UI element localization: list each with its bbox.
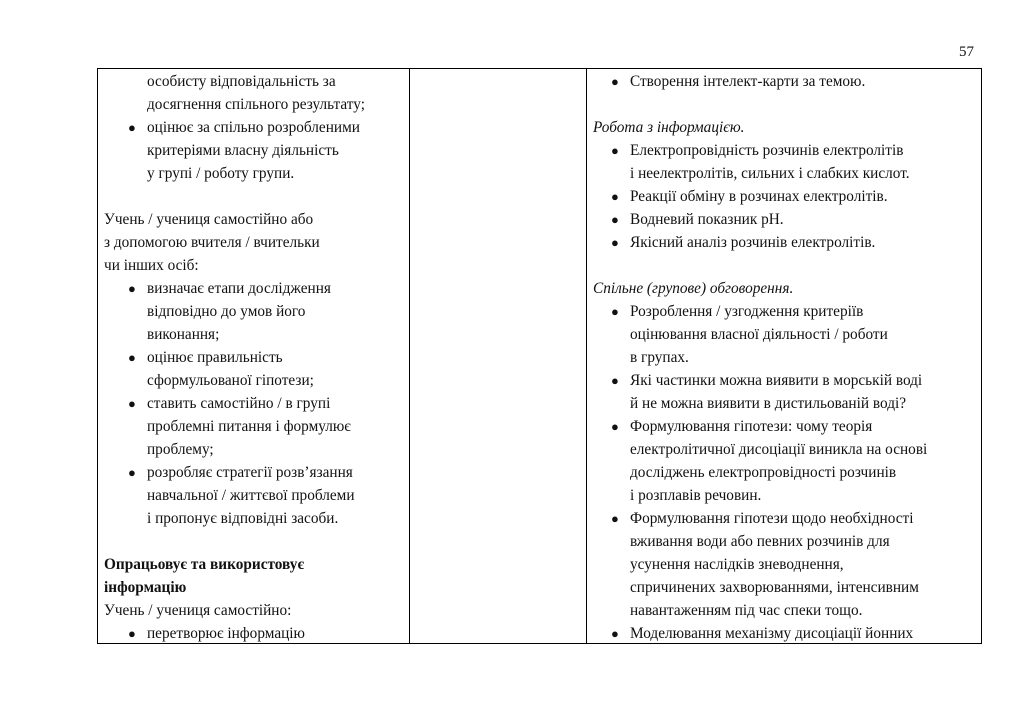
- text-line: проблемні питання і формулює: [147, 418, 351, 435]
- bullet-icon: ●: [611, 373, 619, 388]
- bullet-item: [593, 70, 979, 93]
- bullet-item: [593, 231, 979, 254]
- text-line: особисту відповідальність за: [147, 73, 336, 90]
- bullet-icon: ●: [128, 465, 136, 480]
- text-line: оцінювання власної діяльності / роботи: [630, 326, 888, 343]
- text-line: навантаженням під час спеки тощо.: [630, 602, 863, 619]
- bullet-item: [593, 208, 979, 231]
- bullet-text: визначає етапи дослідження: [147, 280, 331, 297]
- activities-cell: [586, 69, 983, 643]
- bullet-item: [104, 461, 405, 484]
- bullet-icon: ●: [611, 212, 619, 227]
- bullet-item: [593, 415, 979, 438]
- bullet-text: оцінює за спільно розробленими: [147, 119, 360, 136]
- bullet-icon: ●: [611, 143, 619, 158]
- bullet-text: Розроблення / узгодження критеріїв: [630, 303, 864, 320]
- text-line: і неелектролітів, сильних і слабких кислот.: [630, 165, 910, 182]
- content-table: [97, 68, 982, 644]
- bullet-item: [104, 622, 405, 643]
- bullet-icon: ●: [611, 304, 619, 319]
- text-line: усунення наслідків зневоднення,: [630, 556, 844, 573]
- bullet-icon: ●: [128, 626, 136, 641]
- bullet-icon: ●: [611, 626, 619, 641]
- text-line: сформульованої гіпотези;: [147, 372, 314, 389]
- bullet-item: [593, 185, 979, 208]
- text-line: відповідно до умов його: [147, 303, 306, 320]
- text-line: досягнення спільного результату;: [147, 96, 365, 113]
- bullet-icon: ●: [611, 511, 619, 526]
- text-line: виконання;: [147, 326, 220, 343]
- text-line: з допомогою вчителя / вчительки: [104, 234, 320, 251]
- text-line: спричинених захворюваннями, інтенсивним: [630, 579, 919, 596]
- bullet-icon: ●: [128, 281, 136, 296]
- bullet-icon: ●: [128, 350, 136, 365]
- content-cell: [409, 69, 586, 643]
- bullet-item: [593, 369, 979, 392]
- bullet-text: Формулювання гіпотези: чому теорія: [630, 418, 873, 435]
- text-line: проблему;: [147, 441, 214, 458]
- bullet-item: [104, 277, 405, 300]
- text-line: навчальної / життєвої проблеми: [147, 487, 355, 504]
- text-line: електролітичної дисоціації виникла на основі: [630, 441, 928, 458]
- text-line: у групі / роботу групи.: [147, 165, 295, 182]
- bullet-text: ставить самостійно / в групі: [147, 395, 331, 412]
- bullet-item: [593, 507, 979, 530]
- activity-heading: Спільне (групове) обговорення.: [593, 280, 794, 297]
- bullet-icon: ●: [611, 189, 619, 204]
- bullet-icon: ●: [128, 396, 136, 411]
- bullet-text: перетворює інформацію: [147, 625, 305, 642]
- section-heading: інформацію: [104, 579, 187, 596]
- bullet-icon: ●: [611, 419, 619, 434]
- paragraph-gap: [104, 185, 405, 208]
- bullet-icon: ●: [128, 120, 136, 135]
- activity-heading: Робота з інформацією.: [593, 119, 745, 136]
- bullet-text: Реакції обміну в розчинах електролітів.: [630, 188, 888, 205]
- bullet-item: [593, 622, 979, 643]
- paragraph-gap: [593, 93, 979, 116]
- learning-outcomes-cell: [98, 69, 409, 643]
- bullet-text: Водневий показник рН.: [630, 211, 784, 228]
- section-heading: Опрацьовує та використовує: [104, 556, 305, 573]
- text-line: досліджень електропровідності розчинів: [630, 464, 897, 481]
- text-line: чи інших осіб:: [104, 257, 199, 274]
- bullet-text: Які частинки можна виявити в морській воді: [630, 372, 923, 389]
- bullet-text: Якісний аналіз розчинів електролітів.: [630, 234, 876, 251]
- learning-outcomes-text: [104, 70, 405, 643]
- activities-text: [593, 70, 979, 643]
- text-line: і розплавів речовин.: [630, 487, 762, 504]
- bullet-text: Створення інтелект-карти за темою.: [630, 73, 866, 90]
- text-line: Учень / учениця самостійно або: [104, 211, 314, 228]
- bullet-icon: ●: [611, 74, 619, 89]
- bullet-item: [593, 300, 979, 323]
- text-line: вживання води або певних розчинів для: [630, 533, 890, 550]
- bullet-item: [104, 392, 405, 415]
- text-line: в групах.: [630, 349, 689, 366]
- text-line: Учень / учениця самостійно:: [104, 602, 292, 619]
- bullet-item: [104, 116, 405, 139]
- bullet-item: [104, 346, 405, 369]
- bullet-text: Моделювання механізму дисоціації йонних: [630, 625, 914, 642]
- text-line: і пропонує відповідні засоби.: [147, 510, 339, 527]
- bullet-text: оцінює правильність: [147, 349, 283, 366]
- text-line: критеріями власну діяльність: [147, 142, 339, 159]
- bullet-text: Формулювання гіпотези щодо необхідності: [630, 510, 914, 527]
- paragraph-gap: [593, 254, 979, 277]
- bullet-item: [593, 139, 979, 162]
- bullet-text: Електропровідність розчинів електролітів: [630, 142, 904, 159]
- bullet-text: розробляє стратегії розв’язання: [147, 464, 353, 481]
- page-number: 57: [959, 44, 974, 60]
- bullet-icon: ●: [611, 235, 619, 250]
- text-line: й не можна виявити в дистильованій воді?: [630, 395, 907, 412]
- paragraph-gap: [104, 530, 405, 553]
